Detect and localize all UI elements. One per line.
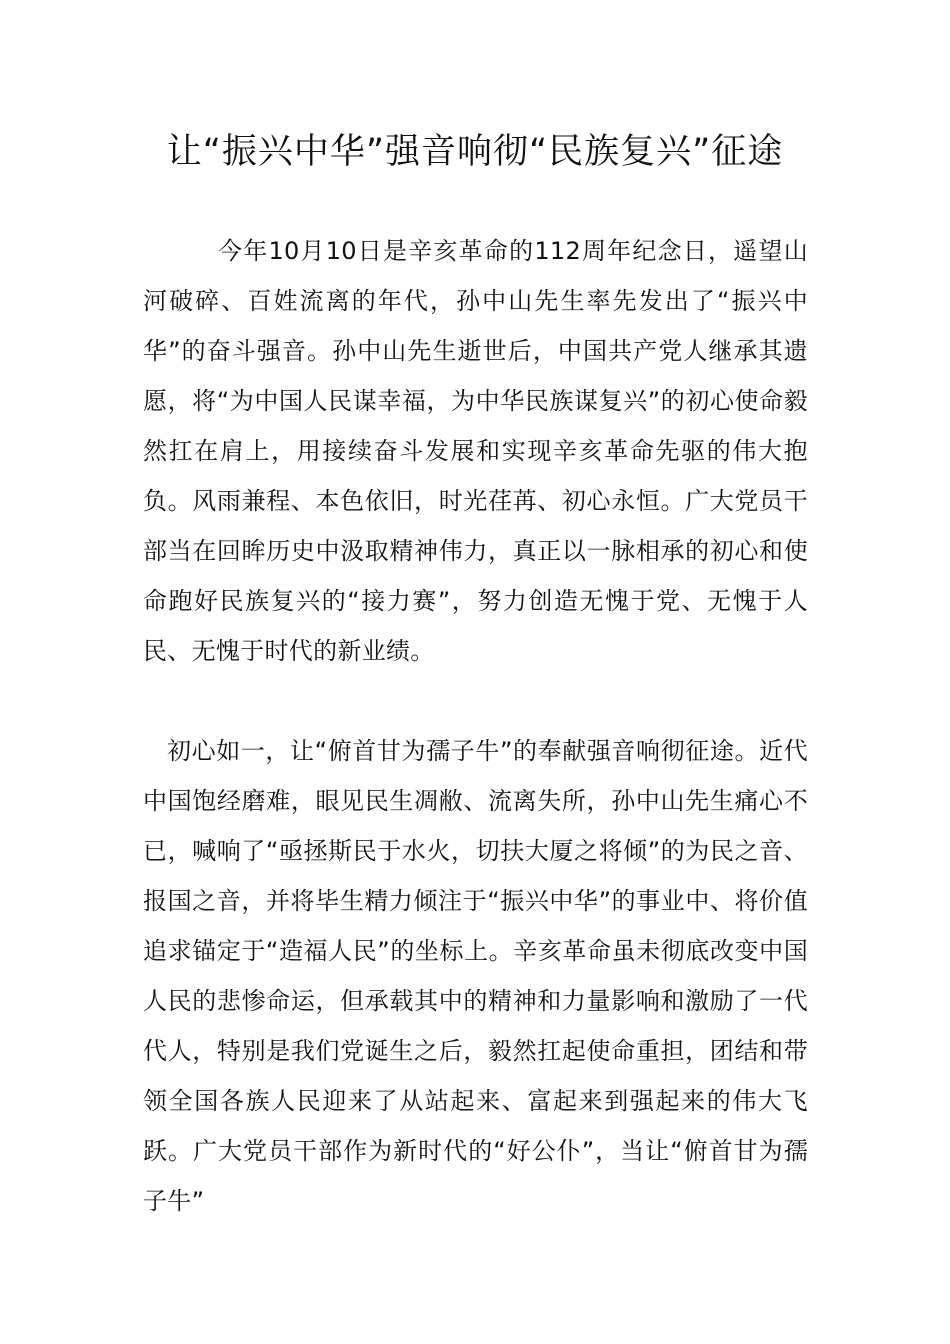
- paragraph-1: 今年10月10日是辛亥革命的112周年纪念日，遥望山河破碎、百姓流离的年代，孙中山先生率先发出了“振兴中华”的奋斗强音。孙中山先生逝世后，中国共产党人继承其遗愿，将“为中国人民谋幸福，为中华民族谋复兴”的初心使命毅然扛在肩上，用接续奋斗发展和实现辛亥革命先驱的伟大抱负。风雨兼程、本色依旧，时光荏苒、初心永恒。广大党员干部当在回眸历史中汲取精神伟力，真正以一脉相承的初心和使命跑好民族复兴的“接力赛”，努力创造无愧于党、无愧于人民、无愧于时代的新业绩。: [143, 237, 808, 665]
- document-title: 让“振兴中华”强音响彻“民族复兴”征途: [166, 132, 784, 172]
- paragraph-2: 初心如一，让“俯首甘为孺子牛”的奉献强音响彻征途。近代中国饱经磨难，眼见民生凋敝、流离失所，孙中山先生痛心不已，喊响了“亟拯斯民于水火，切扶大厦之将倾”的为民之音、报国之音，并将毕生精力倾注于“振兴中华”的事业中、将价值追求锚定于“造福人民”的坐标上。辛亥革命虽未彻底改变中国人民的悲惨命运，但承载其中的精神和力量影响和激励了一代代人，特别是我们党诞生之后，毅然扛起使命重担，团结和带领全国各族人民迎来了从站起来、富起来到强起来的伟大飞跃。广大党员干部作为新时代的“好公仆”，当让“俯首甘为孺子牛”: [143, 737, 808, 1215]
